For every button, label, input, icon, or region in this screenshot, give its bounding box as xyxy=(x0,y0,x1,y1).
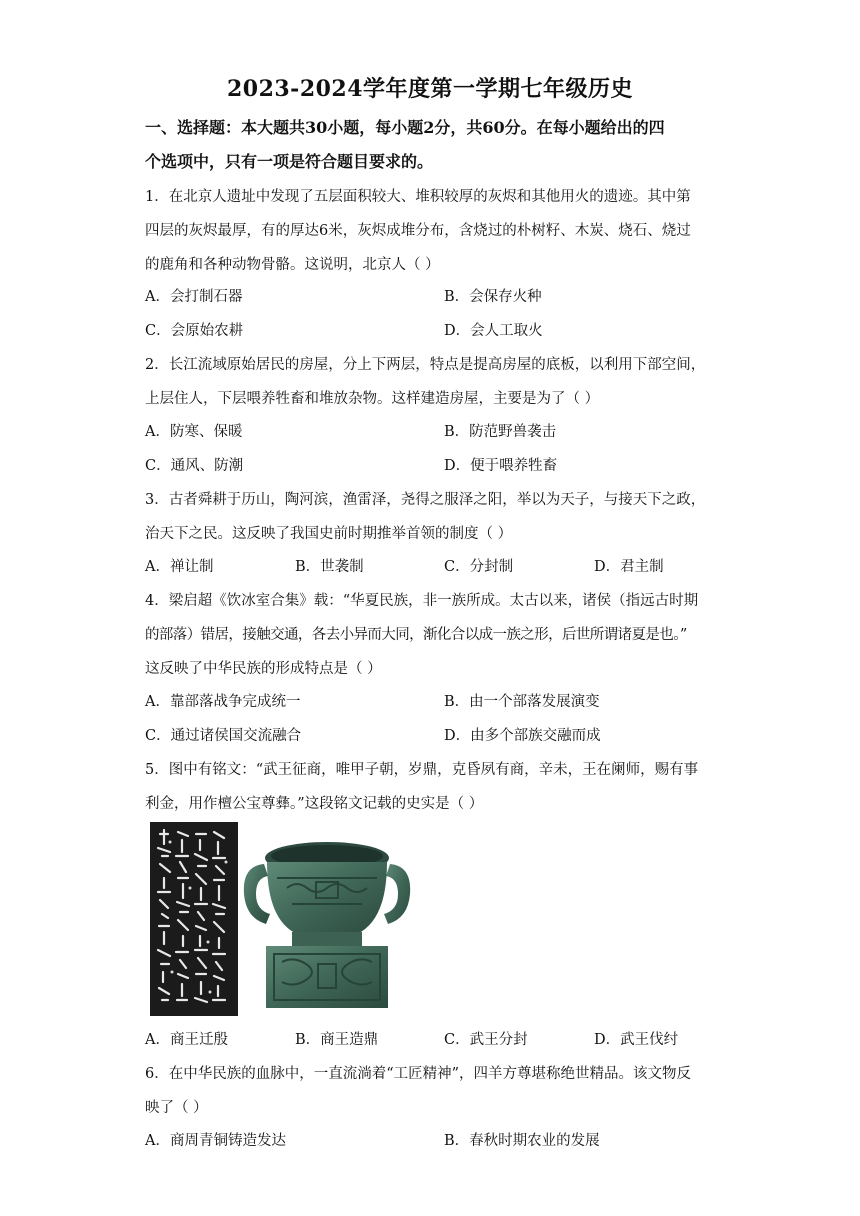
bronze-vessel-figure xyxy=(150,822,415,1018)
option-b[interactable]: B．由一个部落发展演变 xyxy=(444,694,600,710)
question-text-line: 5．图中有铭文：“武王征商，唯甲子朝，岁鼎，克昏夙有商，辛未，王在阑师，赐有事 xyxy=(145,762,699,778)
option-b[interactable]: B．防范野兽袭击 xyxy=(444,424,557,440)
question-text-line: 上层住人，下层喂养牲畜和堆放杂物。这样建造房屋，主要是为了（ ） xyxy=(145,391,600,407)
option-d[interactable]: D．由多个部族交融而成 xyxy=(444,728,601,744)
option-b[interactable]: B．春秋时期农业的发展 xyxy=(444,1133,600,1149)
question-text-line: 6．在中华民族的血脉中，一直流淌着“工匠精神”，四羊方尊堪称绝世精品。该文物反 xyxy=(145,1066,692,1082)
option-d[interactable]: D．便于喂养牲畜 xyxy=(444,458,558,474)
question-text-line: 治天下之民。这反映了我国史前时期推举首领的制度（ ） xyxy=(145,526,513,542)
question-text-line: 映了（ ） xyxy=(145,1100,208,1116)
option-d[interactable]: D．君主制 xyxy=(594,559,664,575)
page-title: 2023-2024学年度第一学期七年级历史 xyxy=(226,76,634,102)
option-c[interactable]: C．武王分封 xyxy=(444,1032,528,1048)
option-a[interactable]: A．商周青铜铸造发达 xyxy=(145,1133,286,1149)
question-text-line: 这反映了中华民族的形成特点是（ ） xyxy=(145,661,382,677)
option-c[interactable]: C．会原始农耕 xyxy=(145,323,244,339)
option-c[interactable]: C．分封制 xyxy=(444,559,514,575)
question-text-line: 3．古者舜耕于历山，陶河滨，渔雷泽，尧得之服泽之阳，举以为天子，与接天下之政， xyxy=(145,492,706,508)
question-text-line: 2．长江流域原始居民的房屋，分上下两层，特点是提高房屋的底板，以利用下部空间， xyxy=(145,357,706,373)
question-text-line: 1．在北京人遗址中发现了五层面积较大、堆积较厚的灰烬和其他用火的遗迹。其中第 xyxy=(145,189,691,205)
inscription-rubbing-image xyxy=(150,822,238,1016)
option-c[interactable]: C．通风、防潮 xyxy=(145,458,244,474)
option-a[interactable]: A．靠部落战争完成统一 xyxy=(145,694,301,710)
option-b[interactable]: B．世袭制 xyxy=(295,559,364,575)
option-a[interactable]: A．商王迁殷 xyxy=(145,1032,228,1048)
section-heading-line-2: 个选项中，只有一项是符合题目要求的。 xyxy=(145,152,434,171)
option-a[interactable]: A．防寒、保暖 xyxy=(145,424,243,440)
option-d[interactable]: D．会人工取火 xyxy=(444,323,543,339)
option-b[interactable]: B．会保存火种 xyxy=(444,289,542,305)
question-text-line: 四层的灰烬最厚，有的厚达6米，灰烬成堆分布，含烧过的朴树籽、木炭、烧石、烧过 xyxy=(145,223,691,239)
question-text-line: 利金，用作檀公宝尊彝。”这段铭文记载的史实是（ ） xyxy=(145,796,484,812)
question-text-line: 的鹿角和各种动物骨骼。这说明，北京人（ ） xyxy=(145,257,440,273)
option-b[interactable]: B．商王造鼎 xyxy=(295,1032,379,1048)
option-a[interactable]: A．禅让制 xyxy=(145,559,214,575)
option-c[interactable]: C．通过诸侯国交流融合 xyxy=(145,728,302,744)
question-text-line: 4．梁启超《饮冰室合集》载：“华夏民族，非一族所成。太古以来，诸侯（指远古时期 xyxy=(145,593,699,609)
bronze-gui-vessel-image xyxy=(242,828,412,1016)
question-text-line: 的部落）错居，接触交通，各去小异而大同，渐化合以成一族之形，后世所谓诸夏是也。” xyxy=(145,627,687,643)
option-d[interactable]: D．武王伐纣 xyxy=(594,1032,679,1048)
option-a[interactable]: A．会打制石器 xyxy=(145,289,243,305)
section-heading-line-1: 一、选择题：本大题共30小题，每小题2分，共60分。在每小题给出的四 xyxy=(145,118,665,137)
